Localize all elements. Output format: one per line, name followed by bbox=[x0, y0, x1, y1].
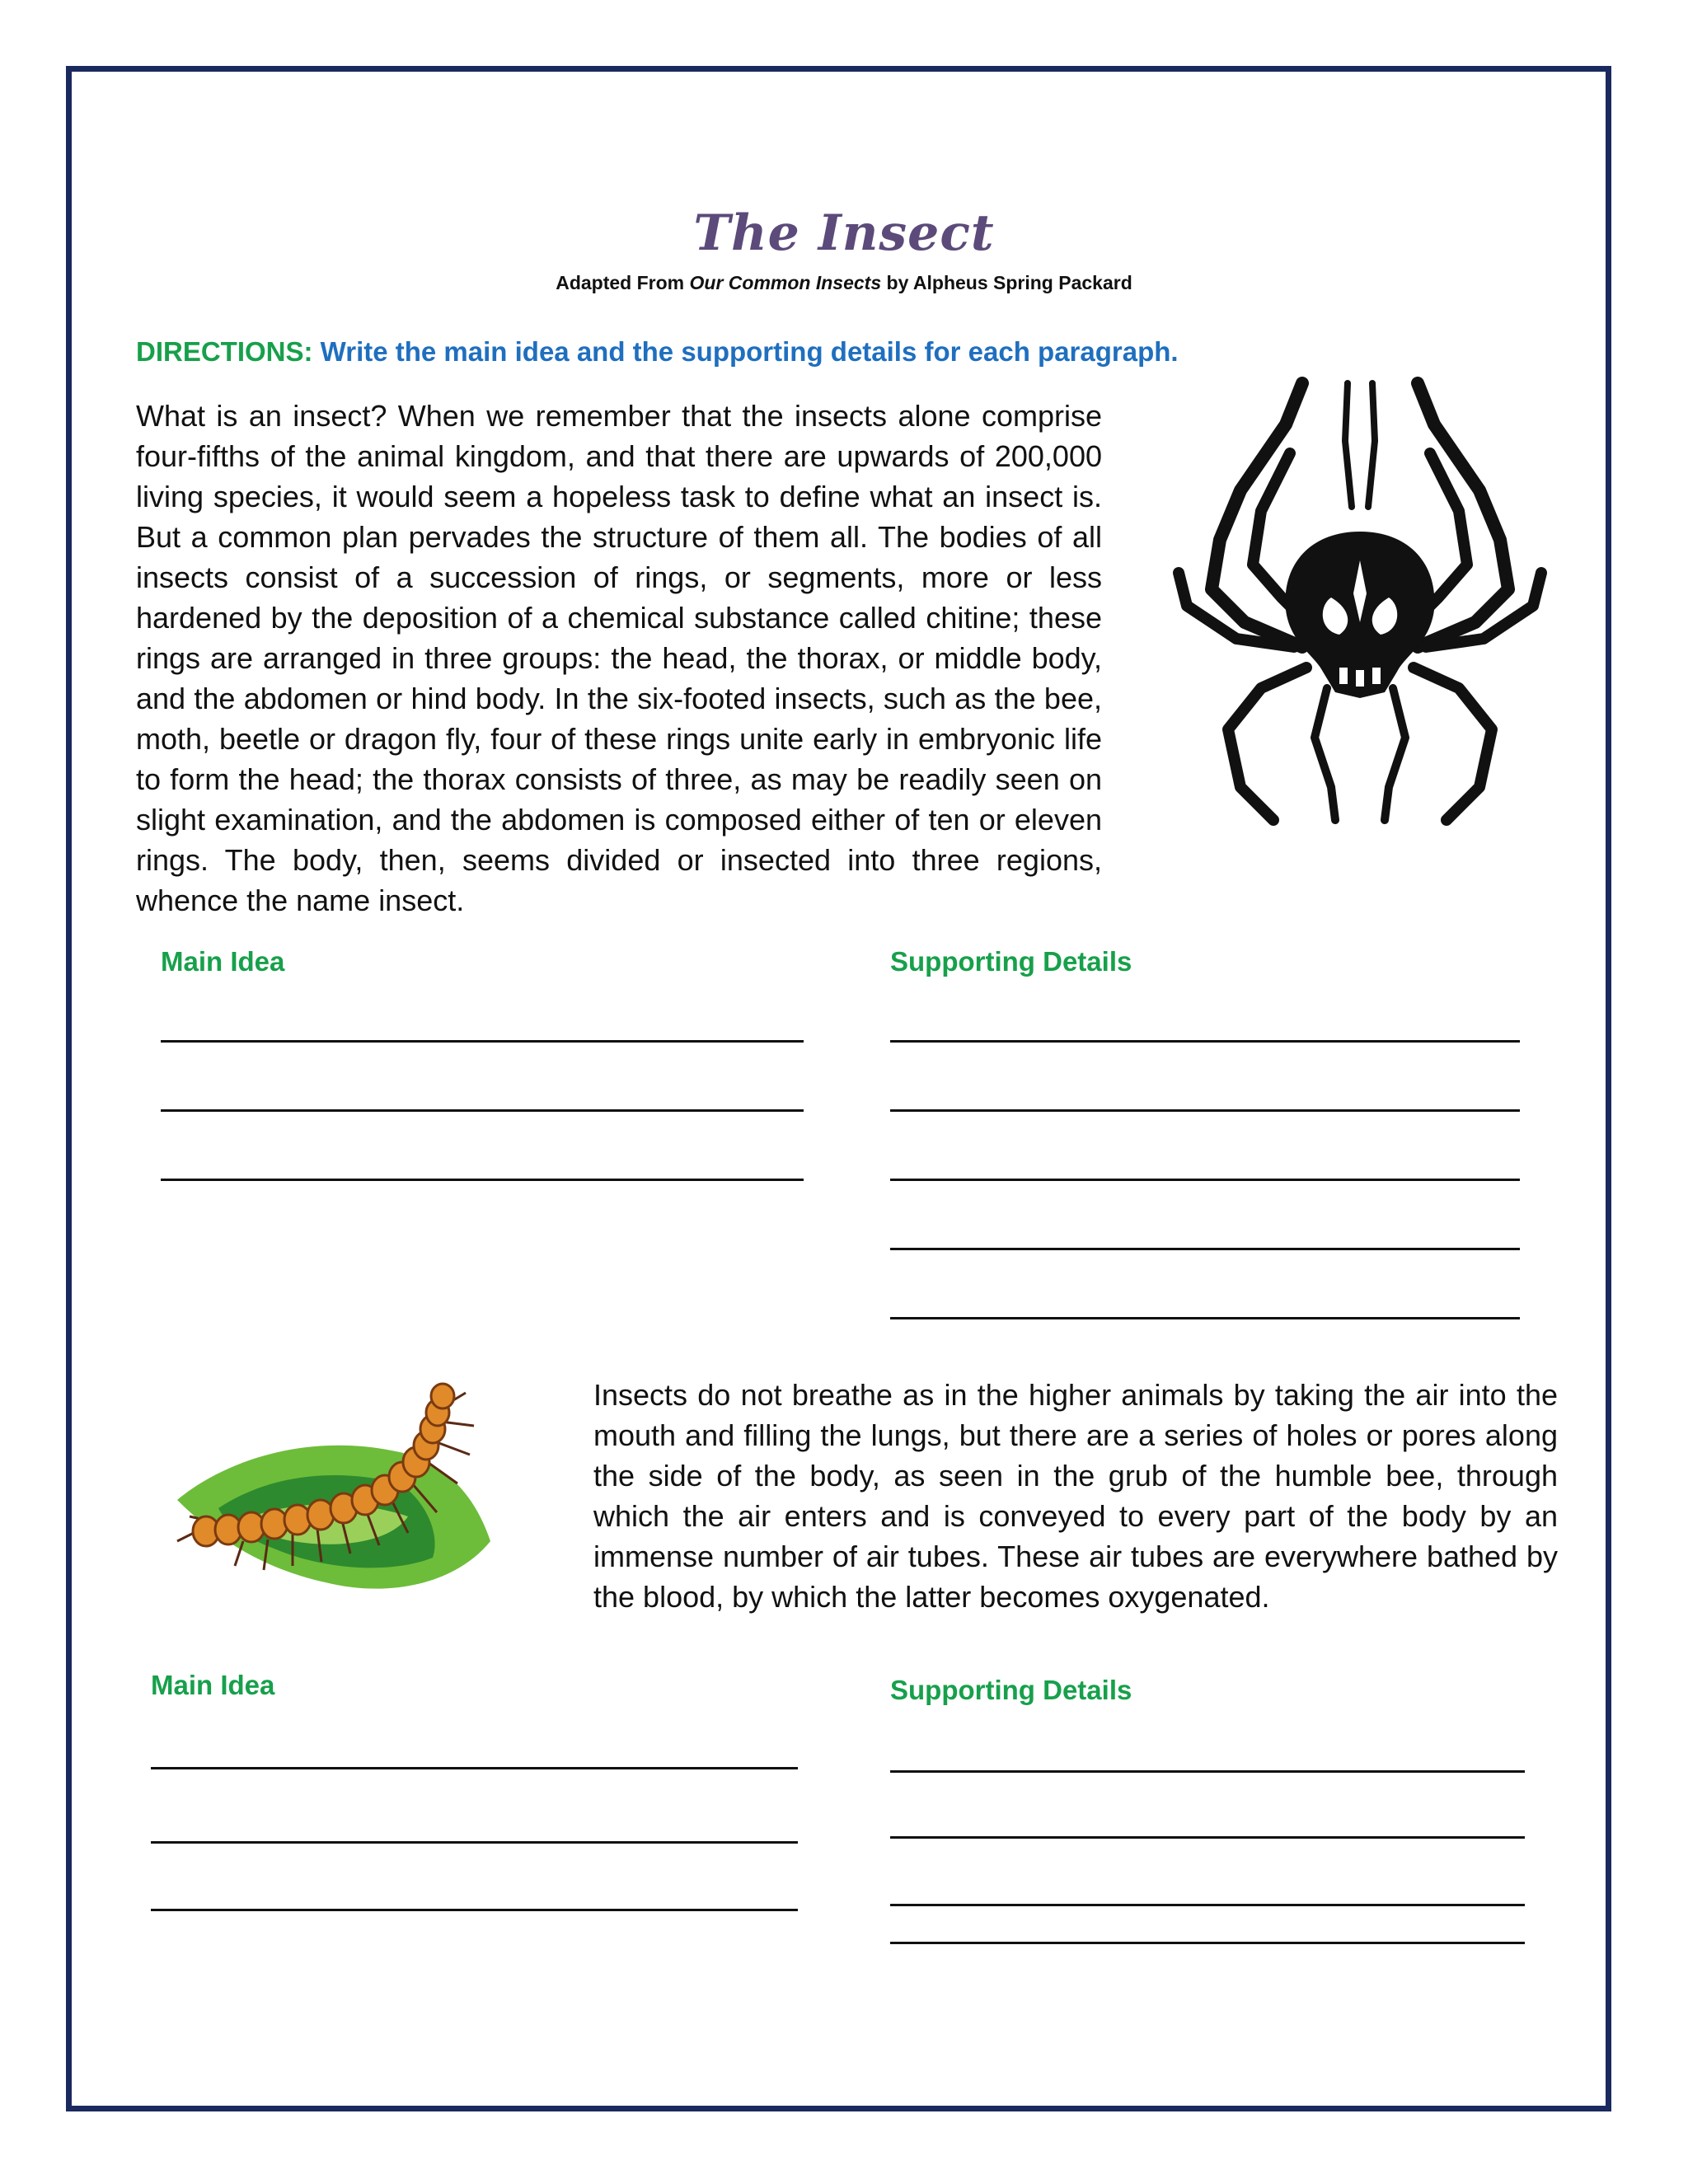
directions-label: DIRECTIONS bbox=[136, 336, 304, 367]
spider-skull-icon bbox=[1162, 375, 1558, 828]
subtitle-suffix: by Alpheus Spring Packard bbox=[881, 272, 1132, 293]
directions-text: Write the main idea and the supporting details for each paragraph. bbox=[312, 336, 1179, 367]
section1-supporting-line-2[interactable] bbox=[890, 1109, 1520, 1112]
section1-supporting-line-3[interactable] bbox=[890, 1179, 1520, 1181]
section2-main-idea-line-2[interactable] bbox=[151, 1841, 798, 1844]
subtitle-prefix: Adapted From bbox=[556, 272, 690, 293]
section1-supporting-line-1[interactable] bbox=[890, 1040, 1520, 1043]
section2-supporting-details-label: Supporting Details bbox=[890, 1675, 1132, 1705]
section1-main-idea-line-2[interactable] bbox=[161, 1109, 804, 1112]
section2-supporting-line-3[interactable] bbox=[890, 1904, 1525, 1906]
directions bbox=[136, 336, 1179, 368]
page-title: The Insect bbox=[693, 204, 995, 262]
section1-main-idea-line-3[interactable] bbox=[161, 1179, 804, 1181]
subtitle-book: Our Common Insects bbox=[689, 272, 882, 293]
section1-main-idea-label: Main Idea bbox=[161, 946, 285, 977]
section1-supporting-line-4[interactable] bbox=[890, 1248, 1520, 1250]
section2-supporting-line-4[interactable] bbox=[890, 1942, 1525, 1944]
paragraph-2: Insects do not breathe as in the higher animals by taking the air into the mouth and filling the lungs, but there are a series of holes or pores along the side of the body, as seen in the grub of the humble bee, through which the air enters and is conveyed to every part of the body by an immense number of air tubes. These air tubes are everywhere bathed by the blood, by which the latter becomes oxygenated. bbox=[593, 1378, 1558, 1614]
paragraph-1: What is an insect? When we remember that the insects alone comprise four-fifths of the animal kingdom, and that there are upwards of 200,000 living species, it would seem a hopeless task to define what an insect is. But a common plan pervades the structure of them all. The bodies of all insects consist of a succession of rings, or segments, more or less hardened by the deposition of a chemical substance called chitine; these rings are arranged in three groups: the head, the thorax, or middle body, and the abdomen or hind body. In the six-footed insects, such as the bee, moth, beetle or dragon fly, four of these rings unite early in embryonic life to form the head; the thorax consists of three, as may be readily seen on slight examination, and the abdomen is composed either of ten or eleven rings. The body, then, seems divided or insected into three regions, whence the name insect. bbox=[136, 399, 1102, 917]
directions-colon: : bbox=[303, 336, 313, 367]
section2-supporting-line-2[interactable] bbox=[890, 1836, 1525, 1839]
page-border bbox=[66, 66, 1611, 2111]
section2-supporting-line-1[interactable] bbox=[890, 1770, 1525, 1773]
section1-supporting-details-label: Supporting Details bbox=[890, 946, 1132, 977]
section2-main-idea-line-1[interactable] bbox=[151, 1767, 798, 1769]
section2-main-idea-label: Main Idea bbox=[151, 1670, 275, 1700]
section1-supporting-line-5[interactable] bbox=[890, 1317, 1520, 1319]
section1-main-idea-line-1[interactable] bbox=[161, 1040, 804, 1043]
page-subtitle bbox=[0, 272, 1688, 294]
section2-main-idea-line-3[interactable] bbox=[151, 1909, 798, 1911]
centipede-illustration bbox=[144, 1376, 532, 1607]
